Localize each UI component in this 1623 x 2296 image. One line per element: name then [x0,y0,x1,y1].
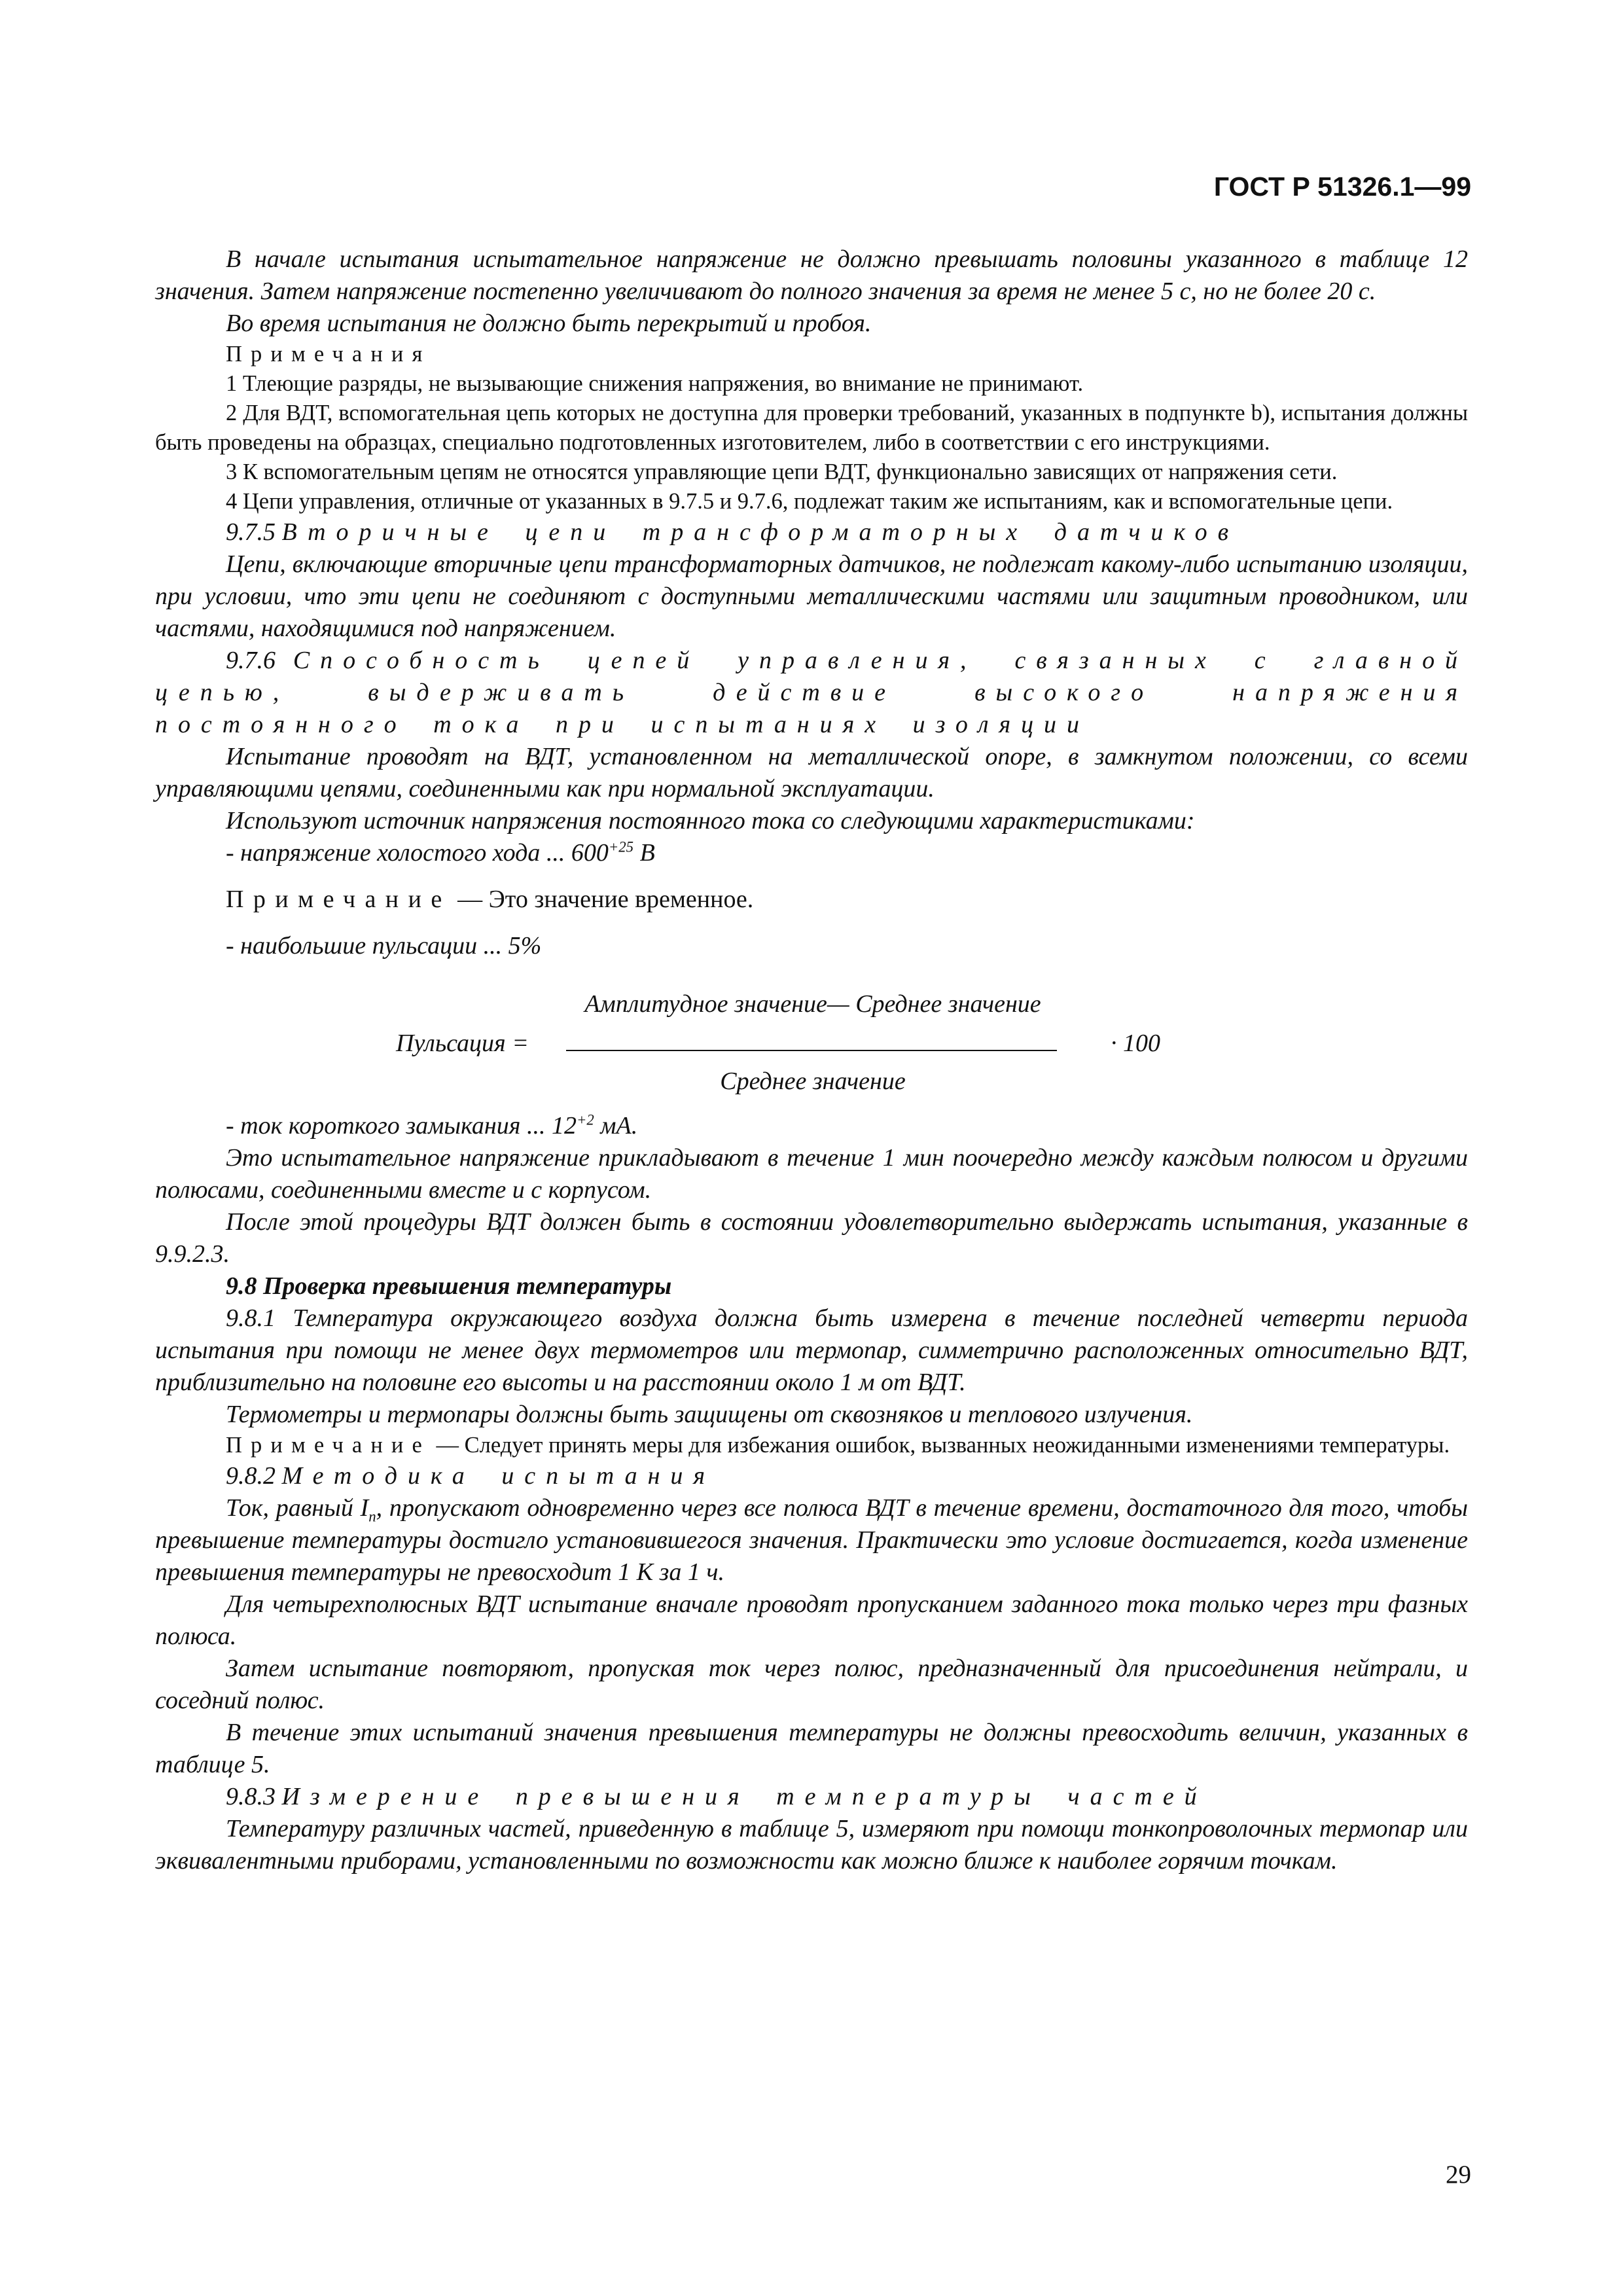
note-item: Примечание — Это значение временное. [226,886,754,913]
note-item: 3 К вспомогательным цепям не относятся управляющие цепи ВДТ, функционально зависящих от напряжения сети. [226,459,1338,484]
paragraph: Затем испытание повторяют, пропуская ток через полюс, предназначенный для присоединения нейтрали, и соседний полюс. [155,1655,1468,1714]
note-item: 2 Для ВДТ, вспомогательная цепь которых не доступна для проверки требований, указанных в подпункте b), испытания должны быть проведены на образцах, специально подготовленных изготовителем, либо в соответствии с его инструкциями. [155,401,1468,455]
paragraph: Для четырехполюсных ВДТ испытание вначале проводят пропусканием заданного тока только через три фазных полюса. [155,1590,1468,1650]
section-heading-9-7-5: 9.7.5 Вторичные цепи трансформаторных датчиков [226,518,1240,546]
fraction-line [566,1050,1057,1051]
page-body [155,243,1468,1877]
paragraph: После этой процедуры ВДТ должен быть в состоянии удовлетворительно выдержать испытания, указанные в 9.9.2.3. [155,1208,1468,1268]
list-item: - ток короткого замыкания ... $12^{+2}$ мА. [226,1111,638,1139]
list-item: - напряжение холостого хода ... $600^{+25}$ В [226,838,655,867]
paragraph: 9.8.1 Температура окружающего воздуха должна быть измерена в течение последней четверти периода испытания при помощи не менее двух термометров или термопар, симметрично расположенных относительно ВДТ, приблизительно на половине его высоты и на расстоянии около 1 м от ВДТ. [155,1304,1468,1396]
paragraph: Во время испытания не должно быть перекрытий и пробоя. [226,310,872,337]
note-item: 1 Тлеющие разряды, не вызывающие снижения напряжения, во внимание не принимают. [226,371,1084,396]
section-heading-9-8-3: 9.8.3 Измерение превышения температуры частей [226,1783,1207,1810]
section-heading-9-7-6: 9.7.6 Способность цепей управления, связанных с главной цепью, выдерживать действие высокого напряжения постоянного тока при испытаниях изоляции [155,647,1468,738]
paragraph: Цепи, включающие вторичные цепи трансформаторных датчиков, не подлежат какому-либо испытанию изоляции, при условии, что эти цепи не соединяют с доступными металлическими частями или защитным проводником, или частями, находящимися под напряжением. [155,550,1468,642]
paragraph: Ток, равный $I_n$, пропускают одновременно через все полюса ВДТ в течение времени, достаточного для того, чтобы превышение температуры достигло установившегося значения. Практически это условие достигается, когда изменение превышения температуры не превосходит 1 К за 1 ч. [155,1494,1468,1586]
paragraph: В течение этих испытаний значения превышения температуры не должны превосходить величин, указанных в таблице 5. [155,1719,1468,1778]
formula-multiplier: · 100 [1111,1030,1160,1057]
page-number: 29 [1446,2161,1471,2189]
note-item: Примечание — Следует принять меры для избежания ошибок, вызванных неожиданными изменениями температуры. [226,1433,1450,1458]
paragraph: В начале испытания испытательное напряжение не должно превышать половины указанного в таблице 12 значения. Затем напряжение постепенно увеличивают до полного значения за время не менее 5 с, но не более 20 с. [155,245,1468,305]
list-item: - наибольшие пульсации ... 5% [226,932,542,960]
ripple-formula [155,988,1468,1110]
note-item: 4 Цепи управления, отличные от указанных в 9.7.5 и 9.7.6, подлежат таким же испытаниям, как и вспомогательные цепи. [226,489,1393,514]
section-heading-9-8: 9.8 Проверка превышения температуры [226,1272,672,1300]
document-code: ГОСТ Р 51326.1—99 [1213,171,1471,202]
formula-left: Пульсация = [396,1030,529,1057]
section-heading-9-8-2: 9.8.2 Методика испытания [226,1462,715,1490]
paragraph: Это испытательное напряжение прикладывают в течение 1 мин поочередно между каждым полюсом и другими полюсами, соединенными вместе и с корпусом. [155,1144,1468,1204]
paragraph: Температуру различных частей, приведенную в таблице 5, измеряют при помощи тонкопроволочных термопар или эквивалентными приборами, установленными по возможности как можно ближе к наиболее горячим точкам. [155,1815,1468,1874]
formula-numerator: Амплитудное значение— Среднее значение [584,990,1041,1018]
paragraph: Используют источник напряжения постоянного тока со следующими характеристиками: [226,807,1195,834]
notes-title: Примечания [226,342,431,367]
formula-denominator: Среднее значение [720,1067,906,1095]
paragraph: Испытание проводят на ВДТ, установленном на металлической опоре, в замкнутом положении, со всеми управляющими цепями, соединенными как при нормальной эксплуатации. [155,743,1468,802]
paragraph: Термометры и термопары должны быть защищены от сквозняков и теплового излучения. [226,1401,1193,1428]
